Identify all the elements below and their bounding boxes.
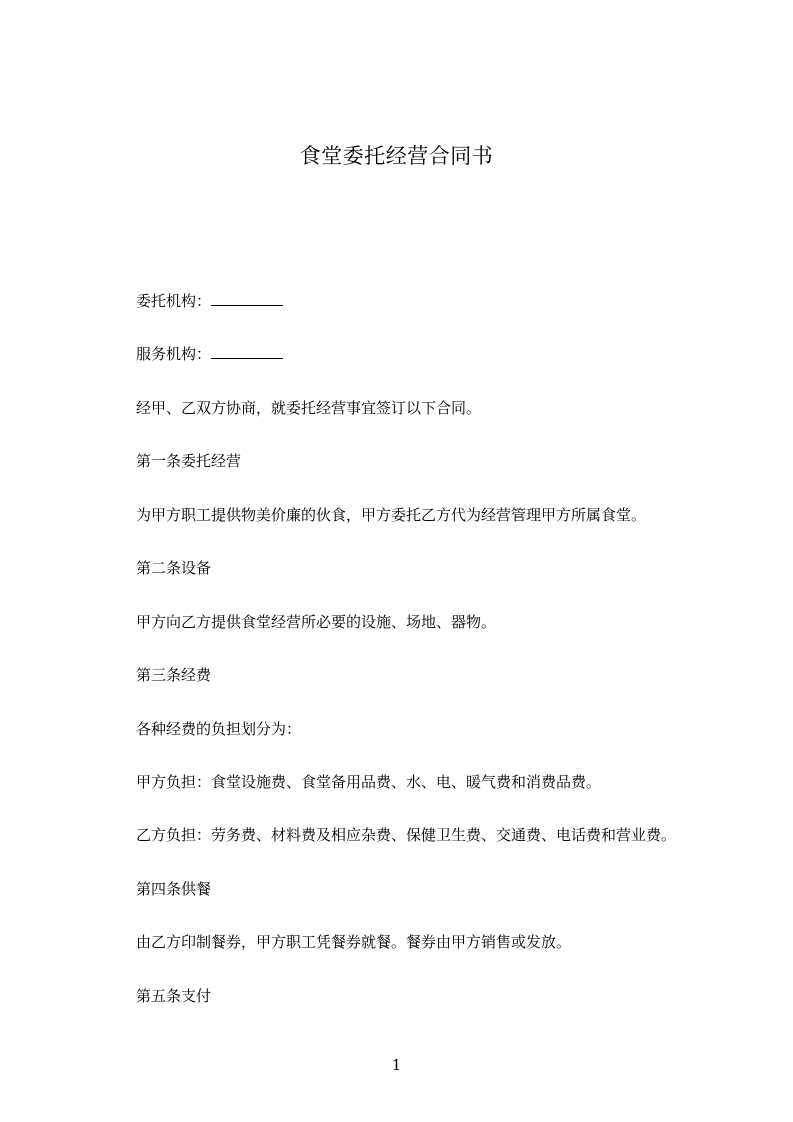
- paragraph: 为甲方职工提供物美价廉的伙食，甲方委托乙方代为经营管理甲方所属食堂。: [136, 506, 647, 524]
- paragraph: 经甲、乙双方协商，就委托经营事宜签订以下合同。: [136, 399, 482, 417]
- article-heading: 第三条经费: [136, 666, 212, 684]
- article-heading: 第一条委托经营: [136, 452, 242, 470]
- field-service-party: [136, 343, 736, 365]
- paragraph: 甲方负担：食堂设施费、食堂备用品费、水、电、暖气费和消费品费。: [136, 773, 602, 791]
- paragraph: 甲方向乙方提供食堂经营所必要的设施、场地、器物。: [136, 613, 497, 631]
- article-heading: 第二条设备: [136, 559, 212, 577]
- paragraph: 各种经费的负担划分为：: [136, 720, 302, 738]
- blank-line: [211, 344, 283, 359]
- field-label: 服务机构：: [136, 345, 212, 363]
- document-title: 食堂委托经营合同书: [299, 144, 494, 168]
- paragraph: 由乙方印制餐券，甲方职工凭餐券就餐。餐券由甲方销售或发放。: [136, 933, 572, 951]
- article-heading: 第五条支付: [136, 987, 212, 1005]
- field-entrusting-party: [136, 290, 736, 312]
- field-label: 委托机构：: [136, 292, 212, 310]
- paragraph: 乙方负担：劳务费、材料费及相应杂费、保健卫生费、交通费、电话费和营业费。: [136, 826, 677, 844]
- article-heading: 第四条供餐: [136, 880, 212, 898]
- blank-line: [211, 291, 283, 306]
- page-number: 1: [391, 1056, 402, 1074]
